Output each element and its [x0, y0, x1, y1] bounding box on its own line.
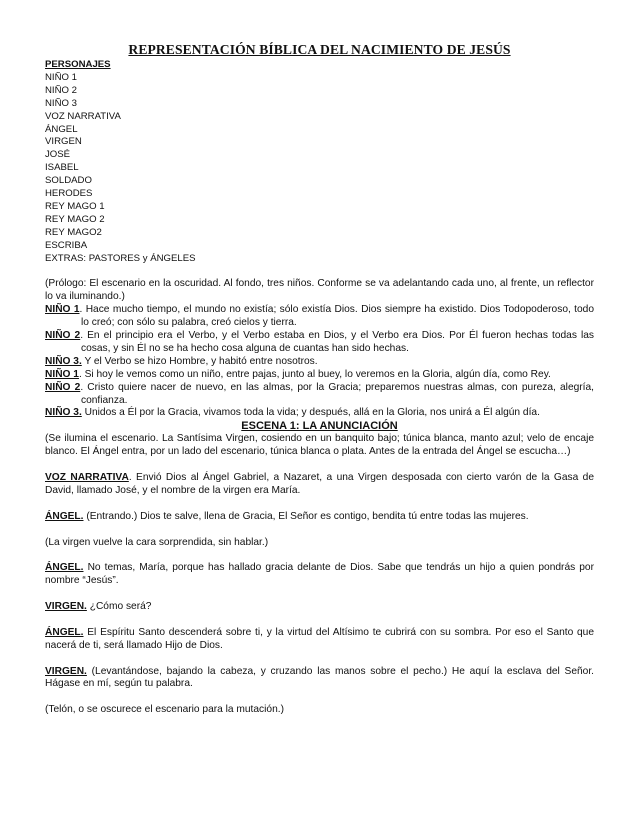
spacer [45, 653, 594, 666]
character-item: ISABEL [45, 162, 79, 174]
spacer [45, 691, 594, 704]
scene-stage-direction: (Telón, o se oscurece el escenario para la mutación.) [45, 704, 284, 716]
character-item: REY MAGO 1 [45, 200, 105, 212]
spacer [45, 498, 594, 511]
scene-line [45, 666, 594, 692]
scene-line [45, 472, 594, 498]
character-item: NIÑO 2 [45, 84, 77, 96]
line-text: (Entrando.) Dios te salve, llena de Gracia, El Señor es contigo, bendita tú entre todas las mujeres. [83, 510, 529, 522]
scene-stage-direction: (La virgen vuelve la cara sorprendida, sin hablar.) [45, 536, 269, 548]
line-text: . Envió Dios al Ángel Gabriel, a Nazaret, a una Virgen desposada con cierto varón de la Gasa de David, llamado José, y el nombre de la virgen era María. [45, 472, 595, 496]
speaker-label: NIÑO 2 [45, 381, 81, 393]
scene-line [45, 562, 594, 588]
prologue-line [45, 407, 594, 420]
speaker-label: VIRGEN. [45, 601, 87, 613]
speaker-label: VOZ NARRATIVA [45, 472, 129, 484]
spacer [45, 459, 594, 472]
line-text: No temas, María, porque has hallado gracia delante de Dios. Sabe que tendrás un hijo a quien pondrás por nombre “Jesús”. [45, 562, 594, 587]
character-item: NIÑO 1 [45, 71, 77, 83]
line-text: Unidos a Él por la Gracia, vivamos toda la vida; y después, allá en la Gloria, nos unirá a Él algún día. [81, 407, 540, 419]
prologue-line [45, 369, 594, 382]
characters-list [45, 72, 594, 266]
character-item: REY MAGO2 [45, 226, 102, 238]
scene-line [45, 627, 594, 653]
speaker-label: NIÑO 2 [45, 330, 81, 342]
spacer [45, 549, 594, 562]
line-text: . Hace mucho tiempo, el mundo no existía; sólo existía Dios. Dios siempre ha existido. Dios Todopoderoso, todo lo creó; con sólo su palabra, creó cielos y tierra. [79, 304, 594, 329]
prologue-line [45, 304, 594, 330]
character-item: REY MAGO 2 [45, 213, 105, 225]
spacer [45, 614, 594, 627]
character-item: VIRGEN [45, 136, 82, 148]
speaker-label: ÁNGEL. [45, 562, 84, 574]
prologue-line [45, 356, 594, 369]
line-text: ¿Cómo será? [86, 601, 152, 613]
line-text: (Levantándose, bajando la cabeza, y cruzando las manos sobre el pecho.) He aquí la esclava del Señor. Hágase en mí, según tu palabra. [45, 665, 594, 690]
character-item: EXTRAS: PASTORES y ÁNGELES [45, 252, 196, 264]
scene-title: ESCENA 1: LA ANUNCIACIÓN [241, 420, 398, 433]
spacer [45, 524, 594, 537]
line-text: . Cristo quiere nacer de nuevo, en las almas, por la Gracia; preparemos nuestras almas, con pureza, alegría, confianza. [80, 381, 594, 406]
character-item: JOSÉ [45, 149, 71, 161]
prologue-line [45, 330, 594, 356]
character-item: HERODES [45, 188, 93, 200]
speaker-label: NIÑO 1 [45, 304, 80, 316]
speaker-label: NIÑO 3. [45, 355, 82, 367]
prologue-line [45, 382, 594, 408]
scene-stage-direction: (Se ilumina el escenario. La Santísima Virgen, cosiendo en un banquito bajo; túnica blanca, manto azul; velo de encaje blanco. El Ángel entra, por un lado del escenario, túnica blanca o plata. Antes de la entrada del Ángel se escucha…) [45, 433, 594, 458]
speaker-label: NIÑO 3. [45, 407, 82, 419]
character-item: ÁNGEL [45, 123, 78, 135]
spacer [45, 588, 594, 601]
line-text: . En el principio era el Verbo, y el Verbo estaba en Dios, y el Verbo era Dios. Por Él fueron hechas todas las cosas, y sin Él no se ha hecho cosa alguna de cuantas han sido hechas. [80, 330, 595, 354]
speaker-label: VIRGEN. [45, 665, 87, 677]
speaker-label: ÁNGEL. [45, 510, 84, 522]
character-item: ESCRIBA [45, 239, 88, 251]
line-text: Y el Verbo se hizo Hombre, y habitó entre nosotros. [81, 355, 318, 367]
line-text: El Espíritu Santo descenderá sobre ti, y la virtud del Altísimo te cubrirá con su sombra. Por eso el Santo que nacerá de ti, será llamado Hijo de Dios. [45, 626, 594, 651]
character-item: VOZ NARRATIVA [45, 110, 121, 122]
speaker-label: NIÑO 1 [45, 368, 79, 380]
line-text: . Si hoy le vemos como un niño, entre pajas, junto al buey, lo veremos en la Gloria, algún día, como Rey. [78, 368, 551, 380]
spacer [45, 266, 594, 279]
document-title: REPRESENTACIÓN BÍBLICA DEL NACIMIENTO DE JESÚS [128, 42, 511, 57]
character-item: SOLDADO [45, 175, 92, 187]
characters-heading: PERSONAJES [45, 59, 111, 70]
scene-line [45, 511, 594, 524]
character-item: NIÑO 3 [45, 97, 77, 109]
scene-line [45, 601, 594, 614]
prologue-stage-direction: (Prólogo: El escenario en la oscuridad. Al fondo, tres niños. Conforme se va adelantando cada uno, al frente, un reflector lo va iluminando.) [45, 278, 594, 303]
speaker-label: ÁNGEL. [45, 626, 84, 638]
